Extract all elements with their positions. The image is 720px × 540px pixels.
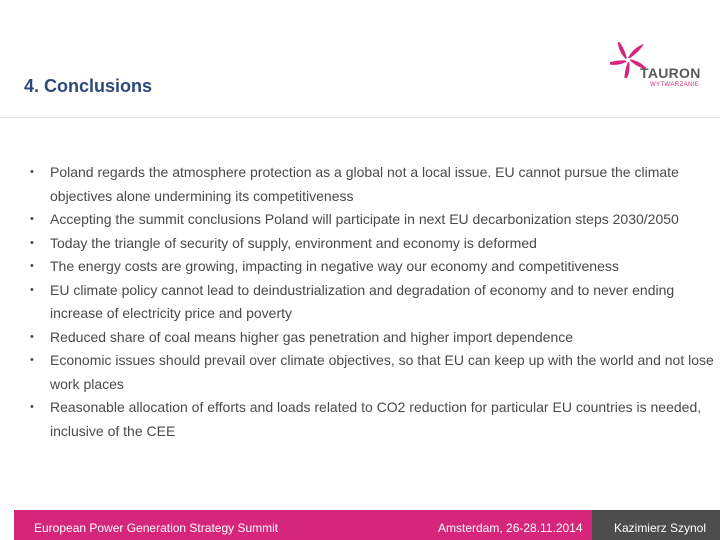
- list-item: [24, 326, 714, 350]
- bullet-marker: •: [30, 236, 34, 249]
- list-item: [24, 208, 714, 232]
- bullet-marker: •: [30, 213, 34, 225]
- bullet-text: Economic issues should prevail over climate objectives, so that EU can keep up with the world and not lose work places: [50, 352, 714, 392]
- logo-name: TAURON: [640, 65, 701, 81]
- page-title: 4. Conclusions: [24, 76, 153, 96]
- logo-subtitle: WYTWARZANIE: [650, 82, 700, 88]
- tauron-logo: [606, 40, 706, 92]
- bullet-list: [24, 161, 714, 443]
- bullet-text: Today the triangle of security of supply, environment and economy is deformed: [50, 234, 537, 251]
- list-item: [24, 232, 714, 256]
- bullet-text: Accepting the summit conclusions Poland will participate in next EU decarbonization steps 2030/2050: [50, 211, 679, 227]
- footer-place-date: Amsterdam, 26-28.11.2014: [438, 521, 583, 535]
- footer-author-panel: [592, 510, 720, 540]
- bullet-text: The energy costs are growing, impacting in negative way our economy and competitiveness: [50, 258, 619, 274]
- bullet-marker: •: [30, 401, 34, 413]
- title-divider: [0, 117, 720, 118]
- bullet-marker: •: [30, 330, 34, 343]
- list-item: [24, 279, 714, 326]
- bullet-text: Poland regards the atmosphere protection as a global not a local issue. EU cannot pursue the climate objectives alone undermining its competitiveness: [50, 164, 679, 204]
- footer-author: Kazimierz Szynol: [613, 521, 706, 535]
- footer-event-name: European Power Generation Strategy Summit: [34, 521, 279, 535]
- bullet-text: EU climate policy cannot lead to deindustrialization and degradation of economy and to never ending increase of electricity price and poverty: [50, 281, 675, 321]
- list-item: [24, 349, 714, 396]
- list-item: [24, 255, 714, 279]
- bullet-marker: •: [30, 354, 34, 366]
- footer-bar: [14, 510, 720, 540]
- bullet-text: Reduced share of coal means higher gas penetration and higher import dependence: [50, 328, 574, 345]
- bullet-marker: •: [30, 166, 34, 178]
- list-item: [24, 396, 714, 443]
- bullet-text: Reasonable allocation of efforts and loads related to CO2 reduction for particular EU countries is needed, inclusive of the CEE: [50, 399, 702, 439]
- list-item: [24, 161, 714, 208]
- bullet-marker: •: [30, 260, 34, 272]
- bullet-marker: •: [30, 283, 34, 296]
